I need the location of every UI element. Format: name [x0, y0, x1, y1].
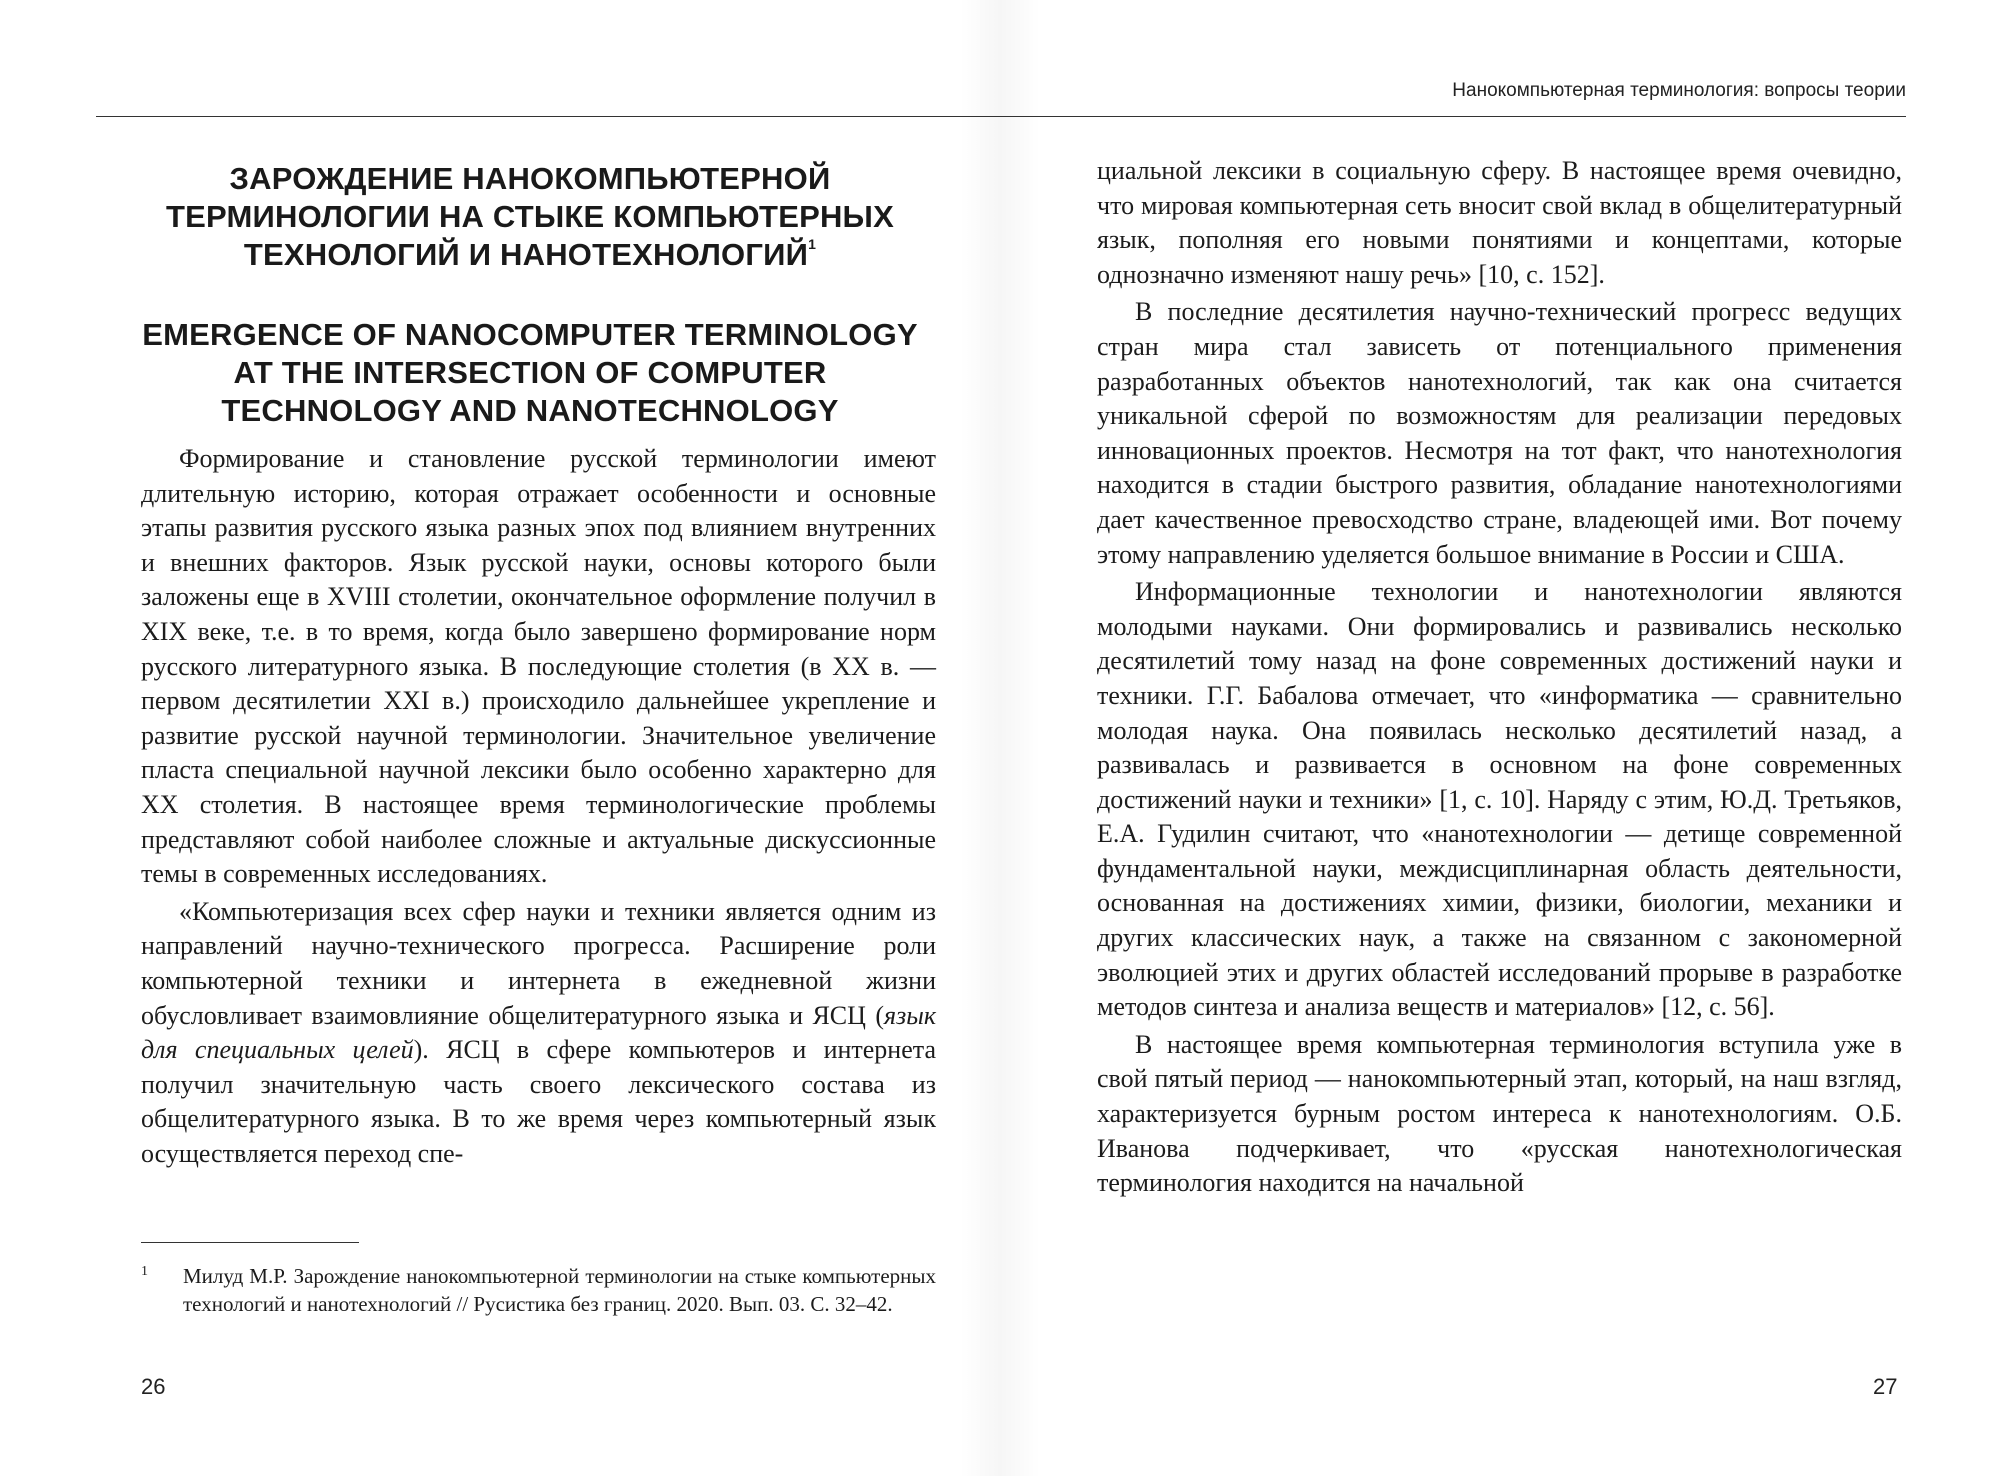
footnote-text: Милуд М.Р. Зарождение нанокомпьютерной терминологии на стыке компьютерных технологий и нанотехнологий // Русистика без границ. 2020. Вып. 03. С. 32–42.: [183, 1264, 936, 1316]
footnote-reference: 1: [808, 236, 817, 252]
paragraph-text: ). ЯСЦ в сфере компьютеров и интернета получил значительную часть своего лексического состава из общелитературного языка. В то же время через компьютерный язык осуществляется переход спе-: [141, 1035, 936, 1168]
right-page: [1000, 0, 2000, 1476]
chapter-heading-russian: [140, 160, 920, 274]
paragraph: [141, 895, 936, 1172]
running-head: Нанокомпьютерная терминология: вопросы теории: [1452, 80, 1906, 101]
paragraph: Формирование и становление русской терминологии имеют длительную историю, которая отражает особенности и основные этапы развития русского языка разных эпох под влиянием внутренних и внешних факторов. Язык русской науки, основы которого были заложены еще в XVIII столетии, окончательное оформление получил в XIX веке, т.е. в то время, когда было завершено формирование норм русского литературного языка. В последующие столетия (в XX в. — первом десятилетии XXI в.) происходило дальнейшее укрепление и развитие русской научной терминологии. Значительное увеличение пласта специальной научной лексики было особенно характерно для XX столетия. В настоящее время терминологические проблемы представляют собой наиболее сложные и актуальные дискуссионные темы в современных исследованиях.: [141, 444, 936, 889]
footnote-divider: [141, 1242, 359, 1243]
footnote: [141, 1262, 936, 1318]
paragraph: В последние десятилетия научно-технический прогресс ведущих стран мира стал зависеть от потенциального применения разработанных объектов нанотехнологий, так как она считается уникальной сферой по возможностям для реализации передовых инновационных проектов. Несмотря на тот факт, что нанотехнология находится в стадии быстрого развития, обладание нанотехнологиями дает качественное превосходство стране, владеющей ими. Вот почему этому направлению уделяется большое внимание в России и США.: [1097, 297, 1902, 569]
page-number: 27: [1873, 1374, 1898, 1399]
left-body-text: [141, 442, 936, 1171]
heading-ru-text: ЗАРОЖДЕНИЕ НАНОКОМПЬЮТЕРНОЙ ТЕРМИНОЛОГИИ НА СТЫКЕ КОМПЬЮТЕРНЫХ ТЕХНОЛОГИЙ И НАНОТЕХНОЛОГИЙ: [166, 161, 894, 272]
right-body-text: [1097, 154, 1902, 1201]
paragraph: Информационные технологии и нанотехнологии являются молодыми науками. Они формировались и развивались несколько десятилетий тому назад на фоне современных достижений науки и техники. Г.Г. Бабалова отмечает, что «информатика — сравнительно молодая наука. Она появилась несколько десятилетий назад, а развивалась и развивается в основном на фоне современных достижений науки и техники» [1, с. 10]. Наряду с этим, Ю.Д. Третьяков, Е.А. Гудилин считают, что «нанотехнологии — детище современной фундаментальной науки, междисциплинарная область деятельности, основанная на достижениях химии, физики, биологии, механики и других классических наук, а также на связанном с закономерной эволюцией этих и других областей исследований прорыве в разработке методов синтеза и анализа веществ и материалов» [12, с. 56].: [1097, 577, 1902, 1022]
page-number: 26: [141, 1374, 166, 1399]
paragraph-text: «Компьютеризация всех сфер науки и техники является одним из направлений научно-технического прогресса. Расширение роли компьютерной техники и интернета в ежедневной жизни обусловливает взаимовлияние общелитературного языка и ЯСЦ (: [141, 896, 936, 1030]
chapter-heading-english: EMERGENCE OF NANOCOMPUTER TERMINOLOGY AT THE INTERSECTION OF COMPUTER TECHNOLOGY AND NANOTECHNOLOGY: [142, 317, 918, 428]
paragraph: В настоящее время компьютерная терминология вступила уже в свой пятый период — нанокомпьютерный этап, который, на наш взгляд, характеризуется бурным ростом интереса к нанотехнологиям. О.Б. Иванова подчеркивает, что «русская нанотехнологическая терминология находится на начальной: [1097, 1029, 1902, 1198]
footnote-mark: 1: [141, 1264, 148, 1279]
paragraph-italic-text: язык для специальных целей: [141, 1000, 936, 1065]
paragraph: циальной лексики в социальную сферу. В настоящее время очевидно, что мировая компьютерная сеть вносит свой вклад в общелитературный язык, пополняя его новыми понятиями и концептами, которые однозначно изменяют нашу речь» [10, с. 152].: [1097, 156, 1902, 289]
